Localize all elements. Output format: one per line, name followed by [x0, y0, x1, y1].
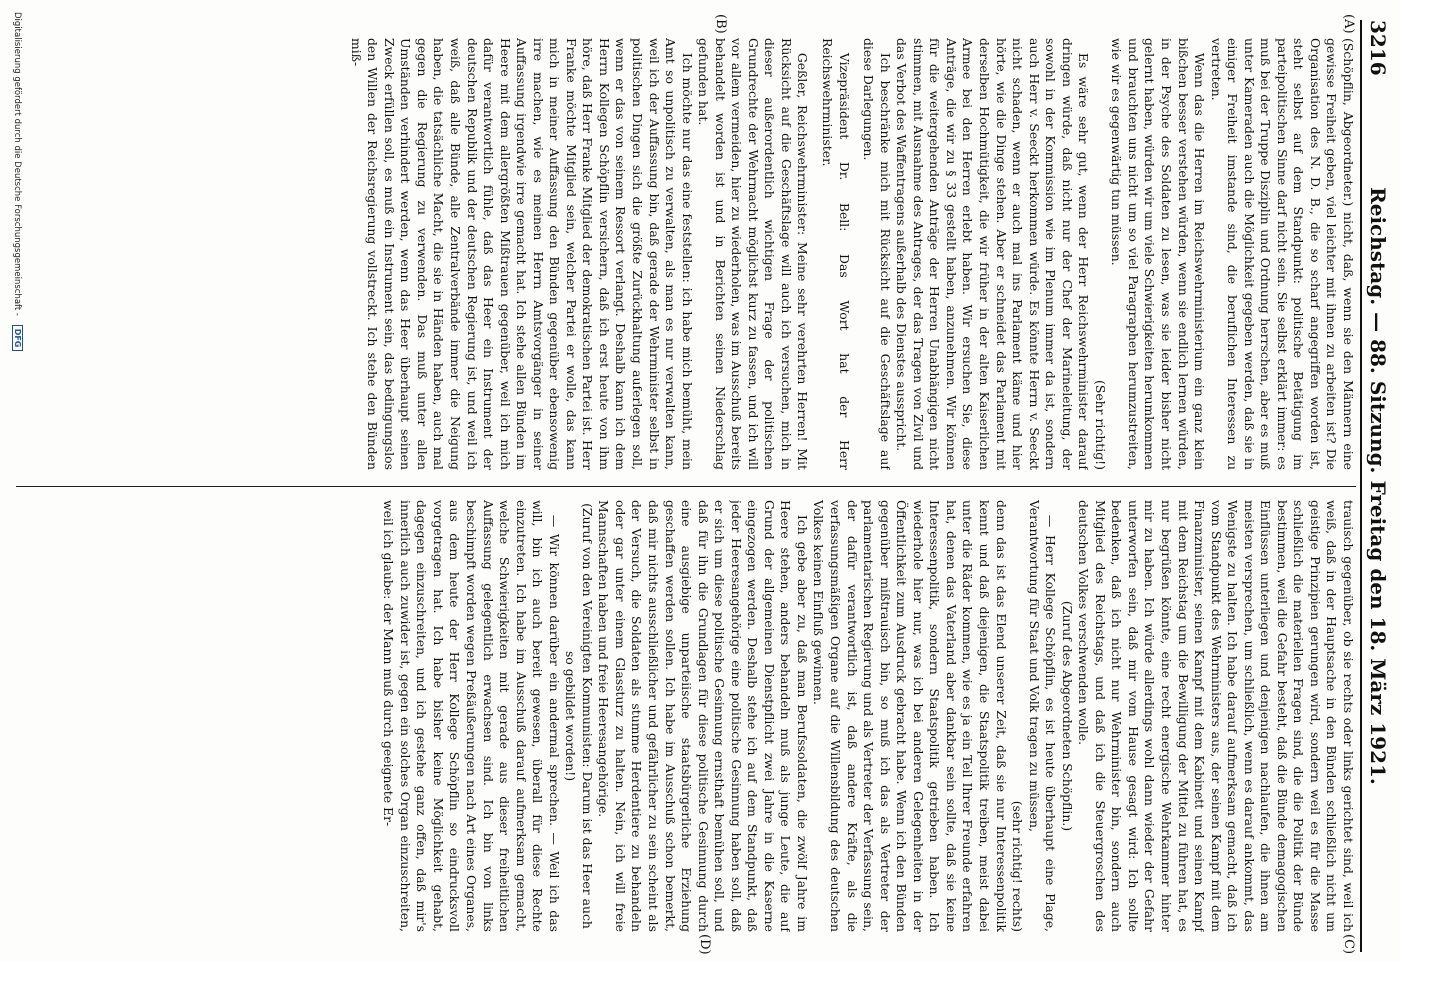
paragraph: Ich möchte nur das eine feststellen: ich habe mich bemüht, mein Amt so unpolitisch zu verwalten, als man es nur verwalten kann, weil ich der Auffassung bin, daß gerade der Wehrminister selbst in politischen Dingen sich die größte Zurückhaltung auferlegen soll, wenn er das von seinem Ressort verlangt. Deshalb kann ich dem Herrn Kollegen Schöpflin versichern, daß ich erst heute von ihm höre, daß Herr Franke Mitglied der demokratischen Partei ist. Herr Franke möchte Mitglied sein, welcher Partei er wolle, das kann mich in meiner Auffassung den Bünden gegenüber ebensowenig irre machen, wie es meinen Herrn Amtsvorgänger in seiner Auffassung irgendwie irre gemacht hat. Ich stehe allen Bünden im Heere mit dem allergrößten Mißtrauen gegenüber, weil ich mich dafür verantwortlich fühle, daß das Heer ein Instrument der deutschen Republik und der deutschen Regierung ist, und weil ich weiß, daß alle Bünde, alle Zentralverbände immer die Neigung haben, die tatsächliche Macht, die sie in Händen haben, auch mal gegen die Regierung zu verwenden. Das muß unter allen Umständen verhindert werden, wenn das Heer überhaupt seinen Zweck erfüllen soll, es muß ein Instrument sein, das bedingungslos den Willen der Reichsregierung vollstreckt. Ich stehe den Bünden miß-: [348, 38, 695, 470]
interjection: (Zuruf von den Vereinigten Kommunisten: Darum ist das Heer auch so gebildet worden!): [563, 503, 595, 929]
vice-president-remark: Vizepräsident Dr. Bell: Das Wort hat der Herr Reichswehrminister.: [820, 38, 852, 470]
paragraph: Wenn das die Herren im Reichswehrministerium ein ganz klein bißchen besser verstehen würden, wenn sie endlich lernen würden, in der Psyche des Soldaten zu lesen, was sie leider bisher nicht gelernt haben, würden wir um viele Schwierigkeiten herumkommen und brauchten uns nicht um so viel Paragraphen herumzustreiten, wie wir es gegenwärtig tun müssen.: [1109, 38, 1208, 470]
dfg-logo: DFG: [12, 325, 23, 352]
interjection: (Sehr richtig!): [1092, 380, 1108, 470]
margin-marker-d: (D): [697, 934, 712, 955]
paragraph: nicht, daß, wenn sie den Männern eine gewisse Freiheit geben, viel leichter mit ihnen zu arbeiten ist? Die Organisation des N. D. B., die so scharf angegriffen worden ist, steht selbst auf dem Standpunkt: politische Betätigung im parteipolitischen Sinne darf nicht sein. Sie selbst erklärt immer: es muß bei der Truppe Disziplin und Ordnung herrschen, aber es muß unter Kameraden auch die Möglichkeit gegeben werden, daß sie in einiger Freiheit imstande sind, die beruflichen Interessen zu vertreten.: [1208, 38, 1356, 470]
page-number: 3216: [1366, 20, 1390, 76]
interjection: (sehr richtig! rechts): [1010, 800, 1026, 932]
paragraph: — Wir können darüber ein andermal sprechen. — Weil ich das will, bin ich auch bereit gewesen, überall für diese Rechte einzutreten. Ich habe im Ausschuß darauf aufmerksam gemacht, welche Schwierigkeiten mit gerade aus dieser freiheitlichen Auffassung gelegentlich erwachsen sind. Ich bin von links beschimpft worden wegen Preßäußerungen nach Art eines Organes, aus dem heute der Herr Kollege Schöpflin so eindrucksvoll vorgetragen hat. Ich habe bisher keine Möglichkeit gehabt, dagegen einzuschreiten, und ich gestehe ganz offen, daß mir's innerlich auch zuwider ist, gegen ein solches Organ einzuschreiten, weil ich glaube: der Mann muß durch geeignete Er-: [381, 500, 562, 932]
margin-marker-c: (C): [1341, 934, 1356, 955]
footer-text: Digitalisierung gefördert durch die Deutsche Forschungsgemeinschaft -: [12, 12, 22, 316]
page-header: [1360, 20, 1392, 952]
paragraph: trauisch gegenüber, ob sie rechts oder links gerichtet sind, weil ich weiß, daß in der Hauptsache in den Bünden schließlich nicht um geistige Prinzipien gerungen wird, sondern weil es für die Masse schließlich die materiellen Fragen sind, die die Politik der Bünde bestimmen, weil die Gefahr besteht, daß die Bünde demagogischen Einflüssen unterliegen und denjenigen nachlaufen, die ihnen am meisten versprechen, um schließlich, wenn es darauf ankommt, das Wenigste zu halten. Ich habe darauf aufmerksam gemacht, daß ich vom Standpunkt des Wehrministers aus, der seinen Kampf mit dem Finanzminister, seinen Kampf mit dem Kabinett und seinen Kampf mit dem Reichstag um die Bewilligung der Mittel zu führen hat, es nur begrüßen könnte, eine recht energische Wehrkammer hinter mir zu haben. Ich würde allerdings wohl dann wieder der Gefahr unterworfen sein, daß mir vom Hause gesagt wird: Ich sollte bedenken, daß ich nicht nur Wehrminister bin, sondern auch Mitglied des Reichstags, und daß ich die Steuergroschen des deutschen Volkes verschwenden wolle.: [1076, 500, 1356, 932]
interjection: (Zuruf des Abgeordneten Schöpflin.): [1059, 600, 1075, 832]
margin-marker-a: (A): [1341, 14, 1356, 34]
speaker-note: (Schöpflin, Abgeordneter.): [1341, 38, 1356, 207]
paragraph: Es wäre sehr gut, wenn der Herr Reichswehrminister darauf dringen würde, daß nicht nur der Chef der Marineleitung, der sowohl in der Kommission wie im Plenum immer da ist, sondern auch Herr v. Seeckt herkommen würde. Es könnte Herrn v. Seeckt nicht schaden, wenn er auch mal ins Parlament käme und hier hörte, wie die Dinge stehen. Aber er schneidet das Parlament mit derselben Hochmütigkeit, die wir früher in der alten Kaiserlichen Armee bei den Herren erlebt haben. Wir ersuchen Sie, diese Anträge, die wir zu § 33 gestellt haben, anzunehmen. Wir können für die weitergehenden Anträge der Herren Unabhängigen nicht stimmen, mit Ausnahme des Antrages, der das Tragen von Zivil und das Verbot des Waffentragens außerhalb des Dienstes ausspricht.: [894, 38, 1092, 470]
digitization-footer: [12, 12, 23, 532]
minister-speech-opening: Geßler, Reichswehrminister: Meine sehr verehrten Herren! Mit Rücksicht auf die Geschäftslage will auch ich versuchen, mich in dieser außerordentlich wichtigen Frage der politischen Grundrechte der Wehrmacht möglichst kurz zu fassen, und ich will vor allem vermeiden, hier zu wiederholen, was im Ausschuß bereits behandelt worden ist und in Berichten seinen Niederschlag gefunden hat.: [696, 38, 811, 470]
right-column: [10, 500, 1356, 932]
paragraph: denn das ist das Elend unserer Zeit, daß sie nur Interessenpolitik kennt und daß diejenigen, die Staatspolitik treiben, meist dabei unter die Räder kommen, wie es ja ein Teil Ihrer Freunde erfahren hat, denen das Vaterland aber dankbar sein sollte, daß sie keine Interessenpolitik, sondern Staatspolitik getrieben haben. Ich wiederhole hier nur, was ich bei anderen Gelegenheiten in der Öffentlichkeit zum Ausdruck gebracht habe. Wenn ich den Bünden gegenüber mißtrauisch bin, so muß ich das als Vertreter der parlamentarischen Regierung und als Vertreter der Verfassung sein, der dafür verantwortlich ist, daß andere Kräfte, als die verfassungsmäßigen Organe auf die Willensbildung des deutschen Volkes keinen Einfluß gewinnen.: [811, 500, 1009, 932]
paragraph: Ich gebe aber zu, daß man Berufssoldaten, die zwölf Jahre im Heere stehen, anders behandeln muß als junge Leute, die auf Grund der allgemeinen Dienstpflicht zwei Jahre in die Kaserne eingezogen werden. Deshalb stehe ich auf dem Standpunkt, daß jeder Heeresangehörige eine politische Gesinnung haben soll, daß er sich um diese politische Gesinnung ernsthaft bemühen soll, und daß für ihn die Grundlagen für diese politische Gesinnung durch eine ausgiebige unparteiische staatsbürgerliche Erziehung geschaffen werden sollen. Ich habe im Ausschuß schon bemerkt, daß mir nichts ausschließlicher und gefährlicher zu sein scheint als der Versuch, die Soldaten als stumme Herdentiere zu behandeln oder gar unter einem Glassturz zu halten. Nein, ich will freie Mannschaften haben und freie Heeresangehörige.: [596, 500, 810, 932]
margin-marker-b: (B): [713, 14, 728, 34]
speaker-continuation: [1207, 38, 1356, 470]
paragraph: — Herr Kollege Schöpflin, es ist heute überhaupt eine Plage, Verantwortung für Staat und Volk tragen zu müssen,: [1026, 500, 1059, 932]
paragraph: Ich beschränke mich mit Rücksicht auf die Geschäftslage auf diese Darlegungen.: [861, 38, 893, 470]
left-column: [10, 38, 1356, 470]
column-divider: [16, 486, 1356, 487]
running-title: Reichstag. — 88. Sitzung. Freitag den 18. März 1921.: [1366, 187, 1390, 785]
